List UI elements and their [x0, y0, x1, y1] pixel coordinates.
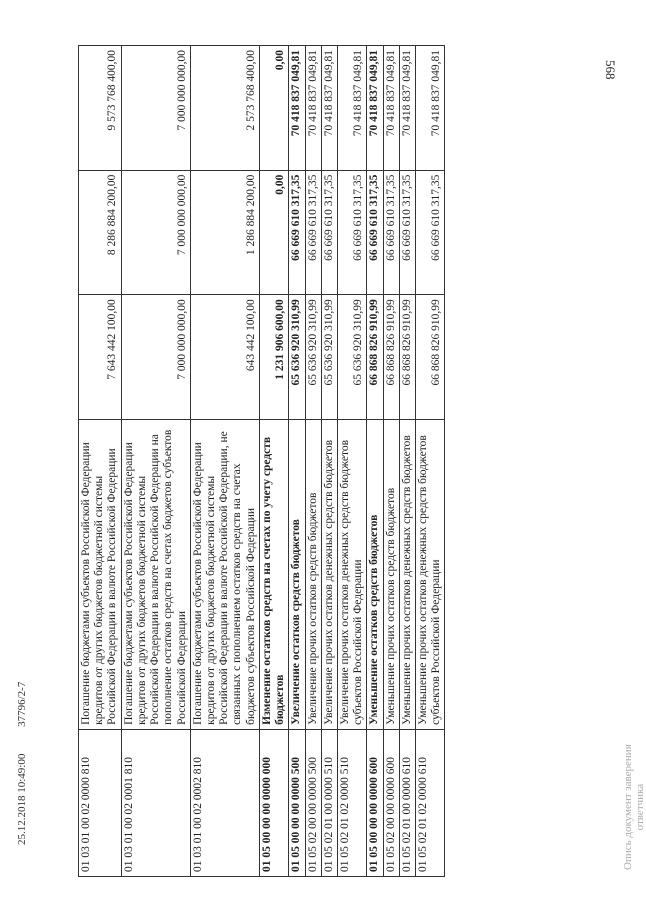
watermark-stamp	[622, 744, 646, 870]
value-cell-1: 66 868 826 910,99	[367, 295, 383, 420]
value-cell-2: 66 669 610 317,35	[383, 170, 399, 295]
rotated-table-container	[78, 45, 598, 877]
value-cell-3: 9 573 768 400,00	[79, 46, 122, 171]
name-cell: Увеличение прочих остатков средств бюджетов	[305, 419, 321, 729]
name-cell: Изменение остатков средств на счетах по учету средств бюджетов	[259, 419, 288, 729]
code-cell: 01 05 02 00 00 0000 600	[383, 729, 399, 876]
footer	[16, 658, 28, 845]
value-cell-3: 70 418 837 049,81	[399, 46, 415, 171]
budget-table	[78, 45, 445, 877]
value-cell-1: 65 636 920 310,99	[337, 295, 366, 420]
footer-datetime: 25.12.2018 10:49:00	[16, 753, 28, 845]
code-cell: 01 03 01 00 02 0000 810	[79, 729, 122, 876]
code-cell: 01 03 01 00 02 0001 810	[121, 729, 190, 876]
value-cell-2: 66 669 610 317,35	[321, 170, 337, 295]
name-cell: Уменьшение прочих остатков денежных средств бюджетов субъектов Российской Федерации	[416, 419, 445, 729]
code-cell: 01 05 00 00 00 0000 000	[259, 729, 288, 876]
value-cell-1: 7 643 442 100,00	[79, 295, 122, 420]
value-cell-2: 66 669 610 317,35	[337, 170, 366, 295]
code-cell: 01 05 02 00 00 0000 500	[305, 729, 321, 876]
value-cell-2: 66 669 610 317,35	[399, 170, 415, 295]
value-cell-3: 70 418 837 049,81	[416, 46, 445, 171]
value-cell-2: 1 286 884 200,00	[190, 170, 259, 295]
name-cell: Погашение бюджетами субъектов Российской Федерации кредитов от других бюджетов бюджетной системы Российской Федерации в валюте Российской Федерации на пополнение остатков средств на счетах бюджетов субъектов Российской Федерации	[121, 419, 190, 729]
code-cell: 01 05 00 00 00 0000 600	[367, 729, 383, 876]
value-cell-1: 65 636 920 310,99	[289, 295, 305, 420]
table-row	[259, 46, 288, 877]
value-cell-2: 7 000 000 000,00	[121, 170, 190, 295]
watermark-line-2: ответчика	[634, 783, 646, 831]
table-row	[321, 46, 337, 877]
table-row	[305, 46, 321, 877]
value-cell-3: 0,00	[259, 46, 288, 171]
value-cell-1: 643 442 100,00	[190, 295, 259, 420]
value-cell-2: 8 286 884 200,00	[79, 170, 122, 295]
value-cell-3: 70 418 837 049,81	[289, 46, 305, 171]
value-cell-3: 2 573 768 400,00	[190, 46, 259, 171]
value-cell-3: 70 418 837 049,81	[367, 46, 383, 171]
name-cell: Уменьшение прочих остатков средств бюджетов	[383, 419, 399, 729]
table-row	[367, 46, 383, 877]
code-cell: 01 05 02 01 00 0000 610	[399, 729, 415, 876]
value-cell-3: 70 418 837 049,81	[337, 46, 366, 171]
value-cell-2: 66 669 610 317,35	[305, 170, 321, 295]
name-cell: Уменьшение прочих остатков денежных средств бюджетов	[399, 419, 415, 729]
code-cell: 01 05 02 01 02 0000 510	[337, 729, 366, 876]
value-cell-1: 1 231 906 600,00	[259, 295, 288, 420]
code-cell: 01 03 01 00 02 0002 810	[190, 729, 259, 876]
page-number: 568	[603, 60, 618, 80]
name-cell: Увеличение прочих остатков денежных средств бюджетов субъектов Российской Федерации	[337, 419, 366, 729]
value-cell-1: 65 636 920 310,99	[321, 295, 337, 420]
name-cell: Погашение бюджетами субъектов Российской Федерации кредитов от других бюджетов бюджетной системы Российской Федерации в валюте Российской Федерации, не связанных с пополнением остатков средств на счетах бюджетов субъектов Российской Федерации	[190, 419, 259, 729]
value-cell-1: 66 868 826 910,99	[416, 295, 445, 420]
name-cell: Погашение бюджетами субъектов Российской Федерации кредитов от других бюджетов бюджетной системы Российской Федерации в валюте Российской Федерации	[79, 419, 122, 729]
table-row	[337, 46, 366, 877]
code-cell: 01 05 02 01 02 0000 610	[416, 729, 445, 876]
table-row	[289, 46, 305, 877]
value-cell-1: 66 868 826 910,99	[399, 295, 415, 420]
table-row	[121, 46, 190, 877]
value-cell-3: 70 418 837 049,81	[383, 46, 399, 171]
value-cell-1: 65 636 920 310,99	[305, 295, 321, 420]
table-row	[416, 46, 445, 877]
value-cell-2: 66 669 610 317,35	[289, 170, 305, 295]
value-cell-3: 70 418 837 049,81	[305, 46, 321, 171]
name-cell: Увеличение остатков средств бюджетов	[289, 419, 305, 729]
value-cell-2: 0,00	[259, 170, 288, 295]
watermark-line-1: Опись документ заверения	[622, 744, 634, 870]
table-row	[190, 46, 259, 877]
value-cell-3: 7 000 000 000,00	[121, 46, 190, 171]
name-cell: Увеличение прочих остатков денежных средств бюджетов	[321, 419, 337, 729]
table-row	[399, 46, 415, 877]
table-row	[383, 46, 399, 877]
value-cell-2: 66 669 610 317,35	[367, 170, 383, 295]
value-cell-1: 7 000 000 000,00	[121, 295, 190, 420]
value-cell-3: 70 418 837 049,81	[321, 46, 337, 171]
value-cell-2: 66 669 610 317,35	[416, 170, 445, 295]
value-cell-1: 66 868 826 910,99	[383, 295, 399, 420]
table-row	[79, 46, 122, 877]
name-cell: Уменьшение остатков средств бюджетов	[367, 419, 383, 729]
footer-doc-id: 37796/2-7	[16, 681, 28, 727]
code-cell: 01 05 02 01 00 0000 510	[321, 729, 337, 876]
code-cell: 01 05 00 00 00 0000 500	[289, 729, 305, 876]
